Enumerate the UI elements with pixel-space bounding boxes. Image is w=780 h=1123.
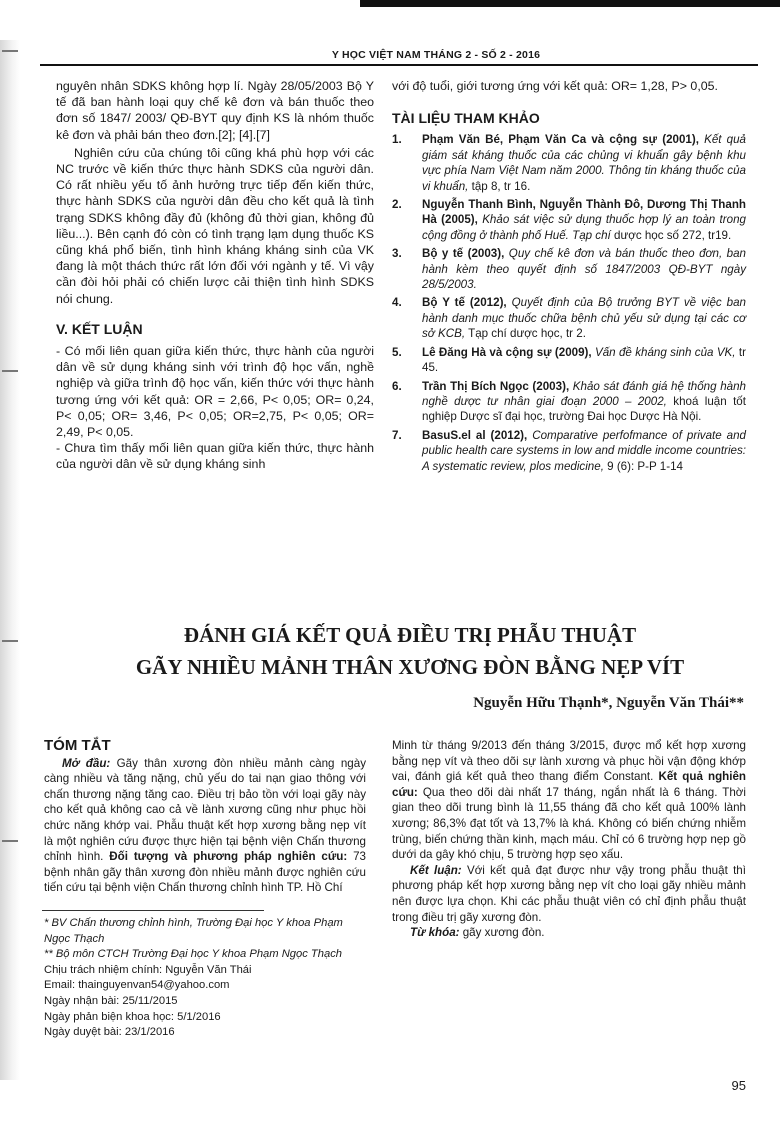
- conclusion-label: Kết luận:: [410, 863, 462, 877]
- methods-label: Đối tượng và phương pháp nghiên cứu:: [109, 850, 348, 864]
- reference-list: [392, 132, 746, 474]
- page-fold-edge: [0, 40, 20, 1080]
- reference-item: 1. Phạm Văn Bé, Phạm Văn Ca và cộng sự (2001), Kết quả giám sát kháng thuốc của các chủng vi khuẩn gây bệnh khu vực phía Nam Việt Nam năm 2000. Thông tin kháng thuốc của vi khuẩn, tập 8, tr 16.: [392, 133, 746, 193]
- header-rule: [40, 64, 758, 66]
- responsible-author: Chịu trách nhiệm chính: Nguyễn Văn Thái: [44, 963, 252, 976]
- reference-item: 5. Lê Đăng Hà và cộng sự (2009), Vấn đề kháng sinh của VK, tr 45.: [392, 345, 746, 375]
- reference-item: 7. BasuS.el al (2012), Comparative perfofmance of private and public health care systems in low and middle income countries: A systematic review, plos medicine, 9 (6): P-P 1-14: [392, 428, 746, 473]
- date-approved: Ngày duyệt bài: 23/1/2016: [44, 1026, 175, 1039]
- conclusion-continued: với độ tuổi, giới tương ứng với kết quả: OR= 1,28, P> 0,05.: [392, 79, 718, 93]
- article-authors: Nguyễn Hữu Thạnh*, Nguyễn Văn Thái**: [473, 695, 744, 711]
- right-column: [392, 78, 746, 477]
- edge-mark: [2, 840, 18, 842]
- running-header: Y HỌC VIỆT NAM THÁNG 2 - SỐ 2 - 2016: [331, 49, 541, 61]
- reference-item: 3. Bộ y tế (2003), Quy chế kê đơn và bán thuốc theo đơn, ban hành kèm theo quyết định số 1847/2003 QĐ-BYT ngày 28/5/2003.: [392, 247, 747, 292]
- affiliation-2: ** Bộ môn CTCH Trường Đại học Y khoa Phạm Ngọc Thạch: [44, 948, 343, 961]
- left-column: [56, 78, 374, 473]
- reference-item: 2. Nguyễn Thanh Bình, Nguyễn Thành Đô, Dương Thị Thanh Hà (2005), Khảo sát việc sử dụng thuốc hợp lý an toàn trong cộng đồng ở thành phố Huế. Tạp chí dược học số 272, tr19.: [392, 198, 746, 242]
- top-black-bar: [360, 0, 780, 7]
- references-heading: TÀI LIỆU THAM KHẢO: [392, 110, 540, 127]
- keywords-text: gãy xương đòn.: [462, 926, 545, 940]
- keywords-label: Từ khóa:: [410, 926, 460, 940]
- date-reviewed: Ngày phản biện khoa học: 5/1/2016: [44, 1010, 221, 1023]
- conclusion-point-2: - Chưa tìm thấy mối liên quan giữa kiến thức, thực hành của người dân về sử dụng kháng sinh: [56, 441, 374, 472]
- contact-email: Email: thainguyenvan54@yahoo.com: [44, 979, 230, 992]
- section-heading-conclusion: V. KẾT LUẬN: [56, 320, 143, 337]
- date-received: Ngày nhận bài: 25/11/2015: [44, 994, 178, 1007]
- results-text: Qua theo dõi dài nhất 17 tháng, ngắn nhất là 6 tháng. Thời gian theo dõi trung bình là 11,55 tháng đã cho kết quả 100% lành xương; 86,3% đạt tốt và 13,7% là khá. Không có biến chứng nhiễm trùng, biến chứng thần kinh, mạch máu. Chỉ có 6 trường hợp nẹp gồ dưới da gây khó chịu, 5 trường hợp sẹo xấu.: [392, 785, 746, 862]
- page-number: 95: [731, 1078, 746, 1093]
- intro-text: Gãy thân xương đòn nhiều mảnh càng ngày càng nhiều và tăng nặng, chủ yếu do tai nạn giao thông với chấn thương nặng tăng cao. Điều trị bảo tồn với loại gãy này cho kết quả không cao cả về lành xương cũng như phục hồi chức năng khớp vai. Phẫu thuật kết hợp xương bằng nẹp vít là một nghiên cứu được thực hiện tại bệnh viện Chấn thương chỉnh hình.: [44, 756, 366, 864]
- methods-text-continued: Minh từ tháng 9/2013 đến tháng 3/2015, được mổ kết hợp xương bằng nẹp vít và theo dõi sự lành xương và phục hồi vận động khớp vai, đánh giá kết quả theo thang điểm Constant. Kết quả nghiên cứu: Qua theo dõi dài nhất 17 tháng, ngắn nhất là 6 tháng. Thời gian theo dõi trung bình là 11,55 tháng đã cho kết quả 100% lành xương; 86,3% đạt tốt và 13,7% là khá. Không có biến chứng nhiễm trùng, biến chứng thần kinh, mạch máu. Chỉ có 6 trường hợp nẹp gồ dưới da gây khó chịu, 5 trường hợp sẹo xấu.: [392, 739, 747, 862]
- footnotes: [44, 916, 374, 1041]
- edge-mark: [2, 640, 18, 642]
- edge-mark: [2, 50, 18, 52]
- article-title-line-2: GÃY NHIỀU MẢNH THÂN XƯƠNG ĐÒN BẰNG NẸP VÍT: [135, 655, 685, 679]
- methods-text: 73 bệnh nhân gãy thân xương đòn nhiều mảnh được nghiên cứu tiến cứu tại bệnh viện Chấn thương chỉnh hình TP. Hồ Chí: [44, 850, 366, 895]
- article-title-line-1: ĐÁNH GIÁ KẾT QUẢ ĐIỀU TRỊ PHẪU THUẬT: [183, 623, 637, 647]
- results-label: Kết quả nghiên cứu:: [392, 770, 747, 799]
- edge-mark: [2, 370, 18, 372]
- left-paragraph-1: nguyên nhân SDKS không hợp lí. Ngày 28/05/2003 Bộ Y tế đã ban hành loại quy chế kê đơn và bán thuốc theo đơn số 1847/ 2003/ QĐ-BYT quy định KS là nhóm thuốc kê đơn và phải bán theo đơn.[2]; [4].[7]: [56, 79, 374, 142]
- intro-label: Mở đầu:: [62, 756, 111, 770]
- article-title: [60, 619, 760, 683]
- left-paragraph-2: Nghiên cứu của chúng tôi cũng khá phù hợp với các NC trước về kiến thức thực hành SDKS của người dân. Có rất nhiều yếu tố ảnh hưởng trực tiếp đến kiến thức, thực hành SDKS của người dân đều cho kết quả là tình trạng SDKS không đầy đủ (không đủ thời gian, không đủ liều...). Bên cạnh đó còn có tình trạng lạm dụng thuốc KS cũng khá phổ biến, tình hình kháng kháng sinh của VK đang là một thách thức rất lớn đối với ngành y tế. Vì vậy cần đòi hỏi phải có chiến lược cải thiện tình hình SDKS nói chung.: [56, 145, 374, 306]
- reference-item: 6. Trần Thị Bích Ngọc (2003), Khảo sát đánh giá hệ thống hành nghề dược tư nhân giai đoạn 2000 – 2002, khoá luận tốt nghiệp Dược sĩ đại học, trường Đai học Dược Hà Nội.: [392, 379, 746, 424]
- abstract-heading: TÓM TẮT: [44, 737, 111, 754]
- abstract-right-text: [392, 738, 746, 941]
- affiliation-1: * BV Chấn thương chỉnh hình, Trường Đại học Y khoa Phạm Ngọc Thạch: [44, 917, 343, 945]
- abstract-left-column: [44, 738, 366, 896]
- conclusion-point-1: - Có mối liên quan giữa kiến thức, thực hành của người dân về sử dụng kháng sinh với trình độ học vấn, nghề nghiệp và giữa trình độ học vấn, kiến thức với thực hành tương ứng với kết quả: OR = 2,66, P< 0,05; OR= 0,24, P< 0,05; OR= 3,46, P< 0,05; OR=2,75, P< 0,05; OR= 2,49, P< 0,05.: [56, 344, 374, 440]
- footnote-rule: [42, 910, 264, 911]
- reference-item: 4. Bộ Y tế (2012), Quyết định của Bộ trưởng BYT về việc ban hành danh mục thuốc chữa bệnh chủ yếu sử dụng tại các cơ sở KCB, Tạp chí dược học, tr 2.: [392, 296, 746, 341]
- conclusion-text: Với kết quả đạt được như vậy trong phẫu thuật thì phương pháp kết hợp xương bằng nẹp vít cho loại gãy nhiều mảnh nên được lựa chọn. Khi các phẫu thuật viên có chỉ định phẫu thuật trong điều trị gãy xương đòn.: [392, 863, 746, 924]
